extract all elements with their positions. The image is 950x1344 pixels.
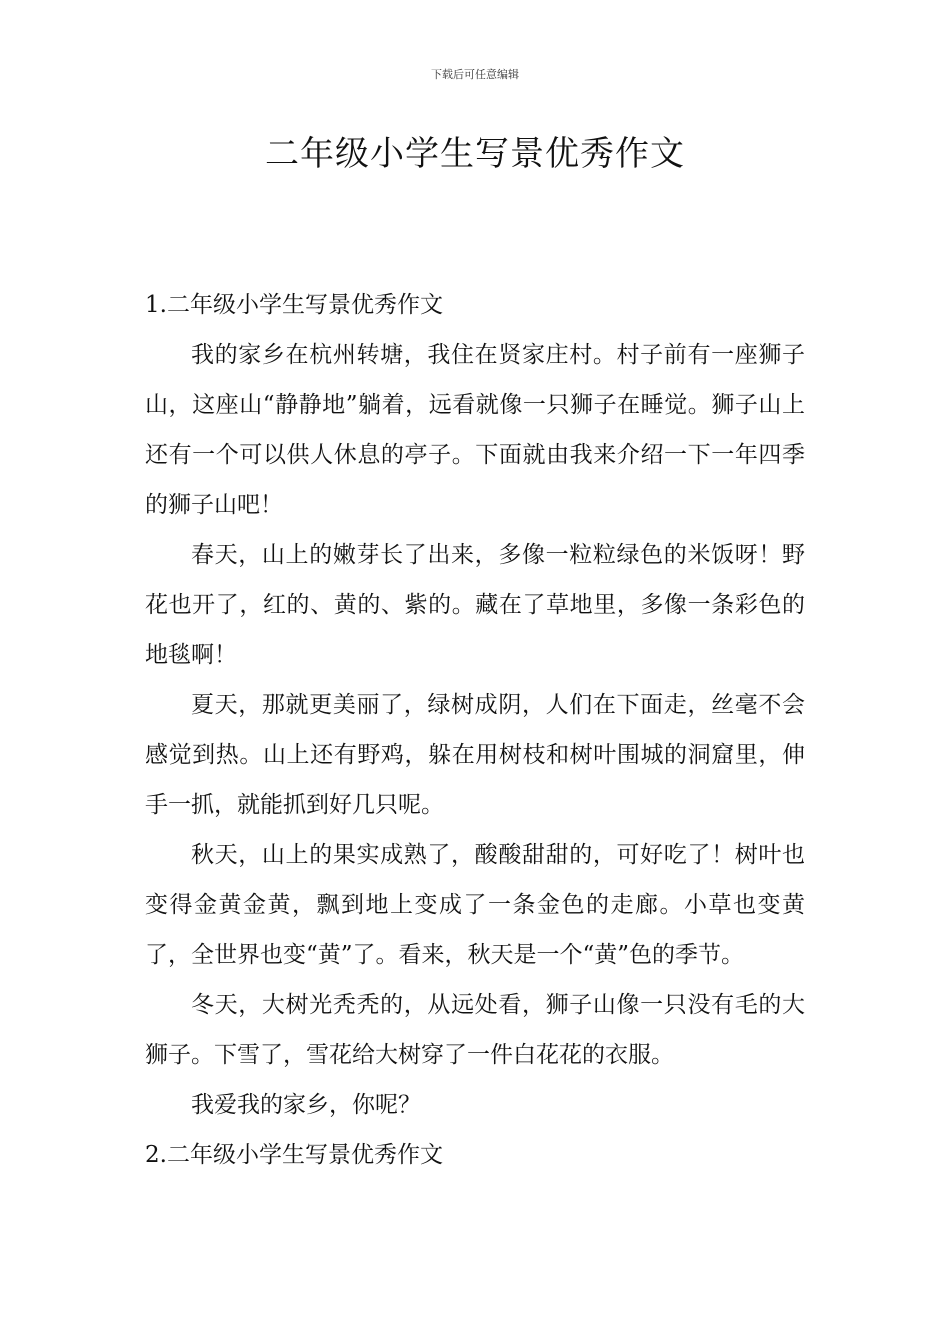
paragraph-autumn: 秋天，山上的果实成熟了，酸酸甜甜的，可好吃了！树叶也变得金黄金黄，飘到地上变成了一条金色的走廊。小草也变黄了，全世界也变“黄”了。看来，秋天是一个“黄”色的季节。 — [145, 842, 805, 968]
paragraph-summer: 夏天，那就更美丽了，绿树成阴，人们在下面走，丝毫不会感觉到热。山上还有野鸡，躲在用树枝和树叶围城的洞窟里，伸手一抓，就能抓到好几只呢。 — [145, 692, 805, 818]
section-heading-1: 1.二年级小学生写景优秀作文 — [145, 292, 443, 318]
document-body — [145, 280, 805, 1180]
paragraph-spring: 春天，山上的嫩芽长了出来，多像一粒粒绿色的米饭呀！野花也开了，红的、黄的、紫的。藏在了草地里，多像一条彩色的地毯啊！ — [145, 542, 805, 668]
paragraph-intro: 我的家乡在杭州转塘，我住在贤家庄村。村子前有一座狮子山，这座山“静静地”躺着，远看就像一只狮子在睡觉。狮子山上还有一个可以供人休息的亭子。下面就由我来介绍一下一年四季的狮子山吧！ — [145, 342, 805, 518]
paragraph-winter: 冬天，大树光秃秃的，从远处看，狮子山像一只没有毛的大狮子。下雪了，雪花给大树穿了一件白花花的衣服。 — [145, 992, 805, 1068]
section-heading-2: 2.二年级小学生写景优秀作文 — [145, 1142, 443, 1168]
paragraph-closing: 我爱我的家乡，你呢？ — [191, 1092, 421, 1118]
header-note: 下载后可任意编辑 — [431, 68, 519, 81]
document-title: 二年级小学生写景优秀作文 — [265, 134, 685, 174]
